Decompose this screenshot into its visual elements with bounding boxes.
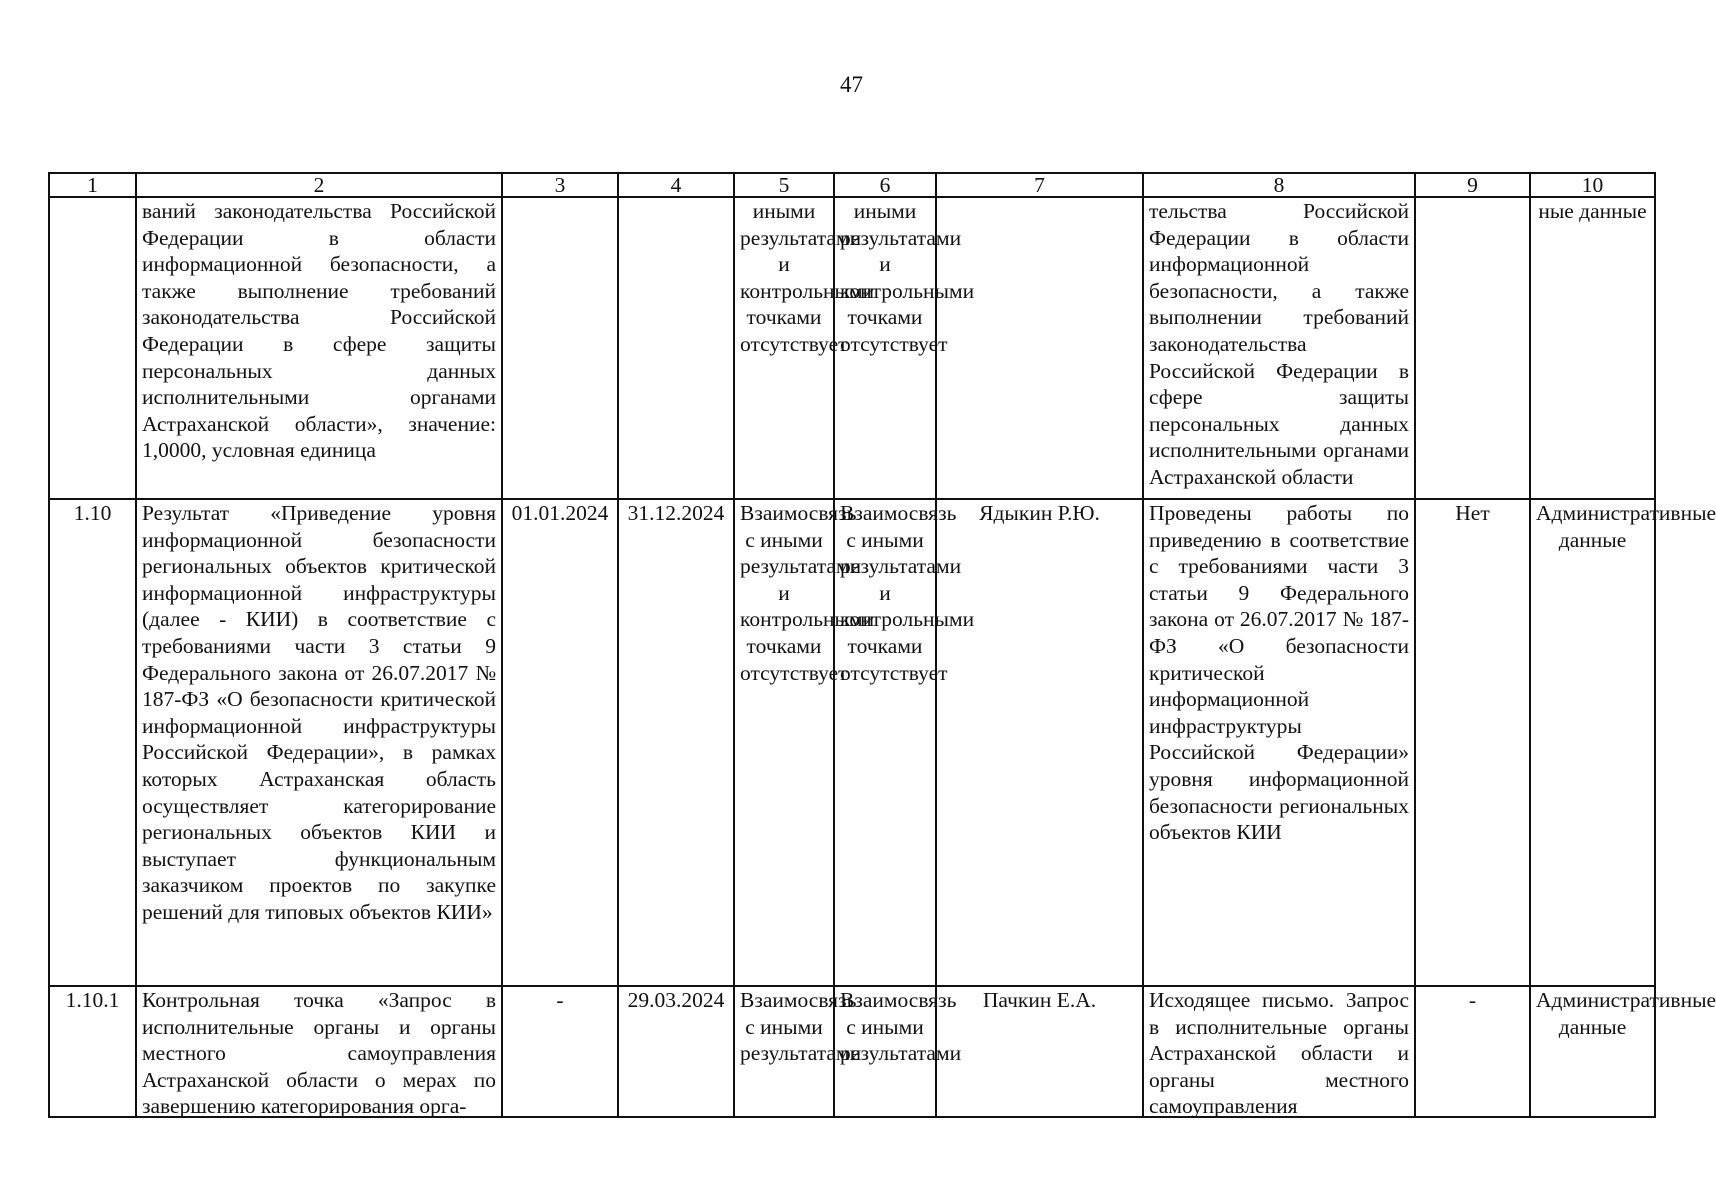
row-data-source-text: Административные данные [1536,988,1716,1039]
header-col-10: 10 [1530,173,1655,197]
row-end-date: 31.12.2024 [618,499,734,986]
row-link-col6-text: Взаимосвязь с иными результатами [840,988,962,1066]
row-name-text: Контрольная точка «Запрос в исполнительные органы и органы местного самоуправления Астраханской области о мерах по завершению категорирования орга- [142,988,496,1119]
table-row [49,197,1655,499]
row-description: Проведены работы по приведению в соответствие с требованиями части 3 статьи 9 Федерального закона от 26.07.2017 № 187-ФЗ «О безопасности критической информационной инфраструктуры Российской Федерации» уровня информационной безопасности региональных объектов КИИ [1143,499,1415,986]
row-link-col5: Взаимосвязь с иными результатами и контрольными точками отсутствует [734,499,834,986]
row-link-col6: иными результатами и контрольными точками отсутствует [834,197,936,499]
row-responsible: Ядыкин Р.Ю. [936,499,1143,986]
row-end-date-text: 29.03.2024 [627,988,725,1012]
row-description-text: Исходящее письмо. Запрос в исполнительные органы Астраханской области и органы местного самоуправления [1149,988,1409,1119]
header-col-7: 7 [936,173,1143,197]
row-start-date: 01.01.2024 [502,499,618,986]
header-col-9: 9 [1415,173,1530,197]
header-col-6: 6 [834,173,936,197]
row-col9 [1415,197,1530,499]
row-link-col6: Взаимосвязь с иными результатами и контрольными точками отсутствует [834,499,936,986]
row-number-text: 1.10.1 [65,988,120,1012]
table-row [49,986,1655,1117]
row-responsible-text: Пачкин Е.А. [982,988,1097,1012]
row-name: ваний законодательства Российской Федерации в области информационной безопасности, а также выполнение требований законодательства Российской Федерации в сфере защиты персональных данных исполнительными органами Астраханской области», значение: 1,0000, условная единица [136,197,502,499]
row-link-col6 [834,986,962,1117]
row-start-date [502,986,618,1117]
row-data-source: Административные данные [1530,499,1655,986]
row-description [1143,986,1415,1117]
header-col-2: 2 [136,173,502,197]
row-col9-text: - [1468,988,1477,1012]
row-description: тельства Российской Федерации в области информационной безопасности, а также выполнении требований законодательства Российской Федерации в сфере защиты персональных данных исполнительными органами Астраханской области [1143,197,1415,499]
row-number: 1.10 [49,499,136,986]
header-col-3: 3 [502,173,618,197]
table-row [49,499,1655,986]
row-data-source: ные данные [1530,197,1655,499]
row-responsible [936,197,1143,499]
row-name [136,986,502,1117]
header-col-4: 4 [618,173,734,197]
row-number [49,197,136,499]
row-end-date [618,197,734,499]
page-number: 47 [840,72,863,97]
header-col-1: 1 [49,173,136,197]
row-data-source [1530,986,1716,1117]
row-responsible [936,986,1143,1117]
row-number [49,986,136,1117]
plan-table [48,172,1716,1119]
row-col9 [1415,986,1530,1117]
row-name: Результат «Приведение уровня информационной безопасности региональных объектов критической информационной инфраструктуры (далее - КИИ) в соответствие с требованиями части 3 статьи 9 Федерального закона от 26.07.2017 № 187-ФЗ «О безопасности критической информационной инфраструктуры Российской Федерации», в рамках которых Астраханская область осуществляет категорирование региональных объектов КИИ и выступает функциональным заказчиком проектов по закупке решений для типовых объектов КИИ» [136,499,502,986]
header-row [49,173,1655,197]
row-start-date-text: - [556,988,564,1012]
row-start-date [502,197,618,499]
row-link-col5: иными результатами и контрольными точками отсутствует [734,197,834,499]
row-link-col5-text: Взаимосвязь с иными результатами [740,988,862,1066]
row-end-date [618,986,734,1117]
header-col-5: 5 [734,173,834,197]
row-col9: Нет [1415,499,1530,986]
row-link-col5 [734,986,862,1117]
header-col-8: 8 [1143,173,1415,197]
